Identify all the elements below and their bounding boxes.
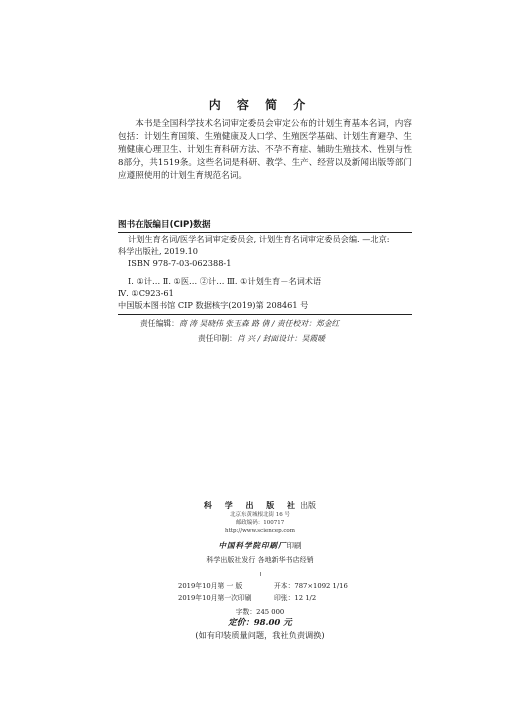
quality-notice: (如有印装质量问题，我社负责调换)	[195, 630, 325, 640]
editors-label: 责任编辑：	[140, 319, 179, 328]
print-design-line	[198, 333, 325, 344]
first-print: 2019年10月第一次印刷	[178, 594, 252, 602]
abstract-text: 本书是全国科学技术名词审定委员会审定公布的计划生育基本名词，内容包括：计划生育国策、生殖健康及人口学、生殖医学基础、计划生育避孕、生殖健康心理卫生、计划生育科研方法、不孕不育症、辅助生殖技术、性别与性8部分，共1519条。这些名词是科研、教学、生产、经营以及新闻出版等部门应遵照使用的计划生育规范名词。	[118, 119, 412, 181]
print-sheets: 印张：12 1/2	[274, 594, 317, 602]
cip-record-number: 中国版本图书馆 CIP 数据核字(2019)第 208461 号	[118, 300, 412, 315]
publisher-line	[0, 500, 520, 511]
cip-isbn: ISBN 978-7-03-062388-1	[128, 258, 232, 268]
cip-publisher-line: 科学出版社, 2019.10	[118, 246, 199, 256]
page-title: 内 容 简 介	[208, 98, 312, 112]
price: 定价：98.00 元	[228, 618, 292, 628]
cip-classification-1: Ⅰ. ①计… Ⅱ. ①医… ②计… Ⅲ. ①计划生育－名词术语	[128, 276, 322, 286]
book-format: 开本：787×1092 1/16	[274, 582, 348, 590]
cip-record	[118, 233, 412, 299]
editors-line	[140, 318, 339, 329]
abstract-block	[118, 118, 412, 183]
distributor-line: 科学出版社发行 各地新华书店经销	[206, 556, 314, 564]
publisher-suffix: 出版	[300, 501, 317, 510]
publisher-website: http://www.sciencep.com	[225, 528, 295, 534]
printer-suffix: 印刷	[286, 541, 302, 550]
publisher-name: 科 学 出 版 社	[203, 500, 301, 510]
publisher-block	[0, 500, 520, 535]
word-count: 字数：245 000	[235, 608, 285, 616]
print-label: 责任印制：	[198, 334, 237, 343]
printer-line	[0, 540, 520, 551]
editors-names: 商 涛 吴晓伟 张玉森 路 倩 / 责任校对：郑金红	[178, 319, 340, 328]
publisher-postcode: 邮政编码：100717	[235, 520, 285, 526]
divider	[260, 572, 261, 576]
edition-row-1	[178, 580, 368, 590]
print-names: 肖 兴 / 封面设计：吴霞暖	[236, 334, 326, 343]
edition-row-2	[178, 592, 368, 602]
printer-name: 中国科学院印刷厂	[218, 541, 287, 550]
cip-heading: 图书在版编目(CIP)数据	[118, 218, 412, 233]
publisher-address: 北京东黄城根北街 16 号	[230, 512, 290, 518]
first-edition: 2019年10月第 一 版	[178, 582, 243, 590]
cip-title-line: 计划生育名词/医学名词审定委员会, 计划生育名词审定委员会编. —北京:	[128, 234, 390, 244]
cip-classification-2: Ⅳ. ①C923-61	[118, 288, 174, 298]
